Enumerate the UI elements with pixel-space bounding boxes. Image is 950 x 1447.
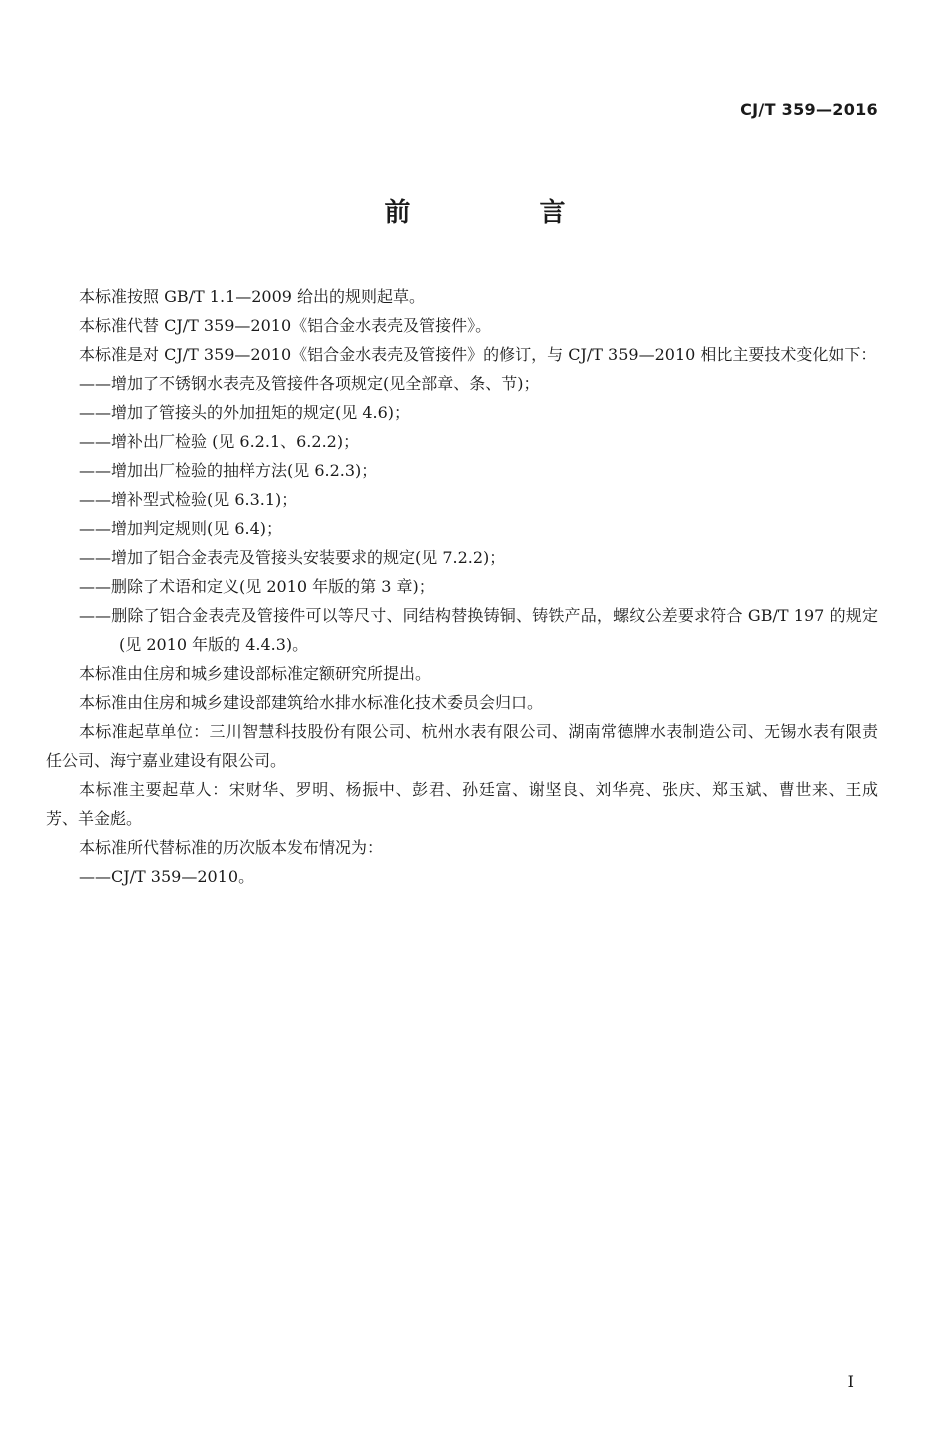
paragraph: 本标准所代替标准的历次版本发布情况为： bbox=[79, 838, 384, 857]
paragraph: 本标准主要起草人：宋财华、罗明、杨振中、彭君、孙廷富、谢坚良、刘华亮、张庆、郑玉斌、曹世来、王成芳、羊金彪。 bbox=[46, 780, 878, 828]
list-item: ——增加出厂检验的抽样方法(见 6.2.3)； bbox=[79, 461, 378, 480]
history-list bbox=[46, 862, 878, 891]
foreword-body bbox=[46, 282, 878, 891]
paragraph: 本标准由住房和城乡建设部建筑给水排水标准化技术委员会归口。 bbox=[79, 693, 544, 712]
list-item: ——增补出厂检验 (见 6.2.1、6.2.2)； bbox=[79, 432, 360, 451]
paragraph: 本标准由住房和城乡建设部标准定额研究所提出。 bbox=[79, 664, 432, 683]
page-number: I bbox=[847, 1372, 854, 1391]
page-title: 前 言 bbox=[384, 198, 626, 228]
list-item: ——增加判定规则(见 6.4)； bbox=[79, 519, 283, 538]
list-item: ——删除了铝合金表壳及管接件可以等尺寸、同结构替换铸铜、铸铁产品，螺纹公差要求符合 GB/T 197 的规定(见 2010 年版的 4.4.3)。 bbox=[79, 606, 878, 654]
paragraph: 本标准起草单位：三川智慧科技股份有限公司、杭州水表有限公司、湖南常德牌水表制造公司、无锡水表有限责任公司、海宁嘉业建设有限公司。 bbox=[46, 722, 878, 770]
paragraph: 本标准按照 GB/T 1.1—2009 给出的规则起草。 bbox=[79, 287, 426, 306]
paragraph: 本标准代替 CJ/T 359—2010《铝合金水表壳及管接件》。 bbox=[79, 316, 492, 335]
list-item: ——删除了术语和定义(见 2010 年版的第 3 章)； bbox=[79, 577, 435, 596]
changes-list bbox=[46, 369, 878, 659]
list-item: ——增加了不锈钢水表壳及管接件各项规定(见全部章、条、节)； bbox=[79, 374, 540, 393]
list-item: ——增补型式检验(见 6.3.1)； bbox=[79, 490, 298, 509]
list-item: ——增加了铝合金表壳及管接头安装要求的规定(见 7.2.2)； bbox=[79, 548, 506, 567]
list-item: ——CJ/T 359—2010。 bbox=[79, 867, 255, 886]
list-item: ——增加了管接头的外加扭矩的规定(见 4.6)； bbox=[79, 403, 411, 422]
paragraph: 本标准是对 CJ/T 359—2010《铝合金水表壳及管接件》的修订，与 CJ/T 359—2010 相比主要技术变化如下： bbox=[79, 345, 877, 364]
standard-code: CJ/T 359—2016 bbox=[740, 100, 878, 119]
